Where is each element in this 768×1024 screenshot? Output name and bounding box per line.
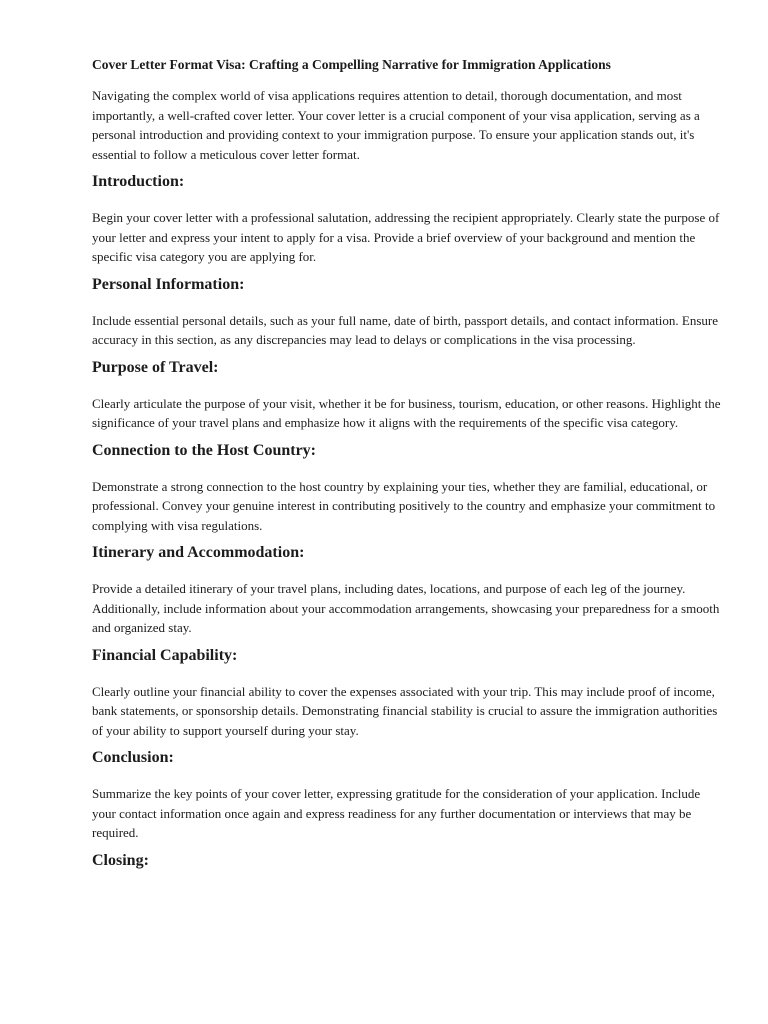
section-heading: Closing: — [92, 851, 149, 869]
section-heading: Conclusion: — [92, 749, 174, 766]
section-paragraph: Clearly articulate the purpose of your visit, whether it be for business, tourism, education, or other reasons. Highlight the significance of your travel plans and emphasize how it aligns with the requirements of the specific visa category. — [92, 395, 721, 430]
section-paragraph: Include essential personal details, such as your full name, date of birth, passport details, and contact information. Ensure accuracy in this section, as any discrepancies may lead to delays or complications in the visa processing. — [92, 312, 718, 347]
section-conclusion — [92, 747, 727, 843]
section-paragraph: Summarize the key points of your cover letter, expressing gratitude for the consideration of your application. Include your contact information once again and express readiness for any further documentation or interviews that may be required. — [92, 786, 701, 840]
section-paragraph: Demonstrate a strong connection to the host country by explaining your ties, whether they are familial, educational, or professional. Convey your genuine interest in contributing positively to the country and emphasize your commitment to complying with visa regulations. — [92, 478, 716, 533]
section-closing — [92, 850, 727, 871]
section-paragraph: Clearly outline your financial ability to cover the expenses associated with your trip. This may include proof of income, bank statements, or sponsorship details. Demonstrating financial stability is crucial to assure the immigration authorities of your ability to support yourself during your stay. — [92, 683, 718, 738]
section-purpose-of-travel — [92, 357, 727, 433]
section-financial-capability — [92, 645, 727, 741]
section-heading: Connection to the Host Country: — [92, 441, 316, 459]
section-personal-information — [92, 274, 727, 350]
section-introduction — [92, 171, 727, 267]
document-title: Cover Letter Format Visa: Crafting a Compelling Narrative for Immigration Applications — [92, 57, 611, 72]
section-heading: Introduction: — [92, 173, 185, 190]
section-heading: Financial Capability: — [92, 646, 238, 664]
section-heading: Itinerary and Accommodation: — [92, 544, 305, 561]
section-heading: Personal Information: — [92, 275, 245, 293]
section-connection-to-host-country — [92, 440, 727, 536]
section-paragraph: Provide a detailed itinerary of your travel plans, including dates, locations, and purpose of each leg of the journey. Additionally, include information about your accommodation arrangements, showcasing your preparedness for a smooth and organized stay. — [92, 581, 720, 635]
section-itinerary-and-accommodation — [92, 542, 727, 638]
section-paragraph: Begin your cover letter with a professional salutation, addressing the recipient appropriately. Clearly state the purpose of your letter and express your intent to apply for a visa. Provide a brief overview of your background and mention the specific visa category you are applying for. — [92, 210, 720, 264]
intro-paragraph: Navigating the complex world of visa applications requires attention to detail, thorough documentation, and most importantly, a well-crafted cover letter. Your cover letter is a crucial component of your visa application, serving as a personal introduction and providing context to your immigration purpose. To ensure your application stands out, it's essential to follow a meticulous cover letter format. — [92, 88, 700, 162]
section-heading: Purpose of Travel: — [92, 358, 219, 376]
